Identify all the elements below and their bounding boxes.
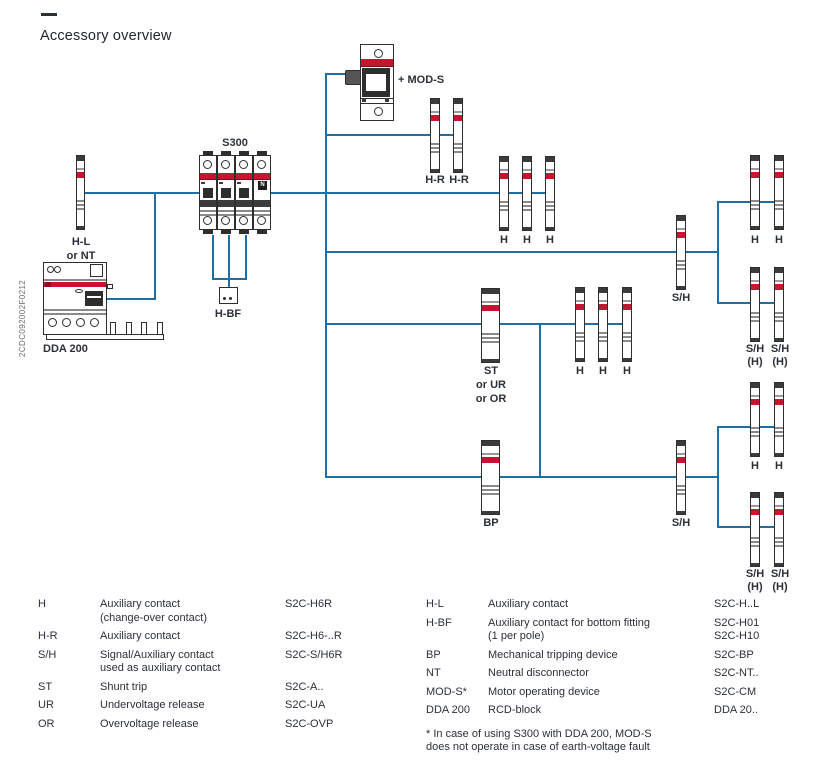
connector-line xyxy=(325,476,719,478)
legend-term: H xyxy=(38,598,46,610)
legend-term: UR xyxy=(38,699,54,711)
label-h-l-alt: or NT xyxy=(66,250,96,262)
connector-line xyxy=(245,235,247,280)
mod-s-knob xyxy=(345,70,361,85)
legend-desc: Shunt trip xyxy=(100,680,148,693)
connector-line xyxy=(717,526,779,528)
label-mod-s: + MOD-S xyxy=(398,74,445,86)
legend-desc: Neutral disconnector xyxy=(488,667,589,679)
legend-row xyxy=(38,598,410,625)
connector-line xyxy=(154,192,156,300)
legend-term: NT xyxy=(426,667,441,679)
label-s300: S300 xyxy=(222,137,248,149)
label-h-r: H-R xyxy=(449,174,469,186)
connector-line xyxy=(107,298,156,300)
legend-desc: Auxiliary contact xyxy=(100,630,181,642)
legend-code: S2C-BP xyxy=(714,648,754,661)
label-h: H xyxy=(751,234,759,246)
legend-desc: Undervoltage release xyxy=(100,699,205,711)
label-s-h: S/H xyxy=(745,343,765,355)
accessory-bar-st xyxy=(481,288,500,363)
legend-right-column xyxy=(426,598,808,755)
dda-terminal-tab xyxy=(107,284,113,289)
accessory-bar-h-r xyxy=(453,98,463,173)
legend-desc: Auxiliary contact for bottom fitting (1 per pole) xyxy=(488,616,651,642)
title-dash xyxy=(41,13,57,16)
label-h: H xyxy=(751,460,759,472)
label-h-l: H-L xyxy=(71,236,91,248)
connector-line xyxy=(539,323,541,478)
label-s-h-alt: (H) xyxy=(747,581,763,593)
legend-code: S2C-CM xyxy=(714,685,757,698)
accessory-bar-h xyxy=(774,382,784,457)
label-h: H xyxy=(775,460,783,472)
connector-line xyxy=(717,201,779,203)
legend-code: S2C-H6-..R xyxy=(285,630,342,642)
accessory-bar-h xyxy=(575,287,585,362)
accessory-bar-s-h xyxy=(676,215,686,290)
accessory-bar-h-l xyxy=(76,155,85,230)
mod-s-device xyxy=(360,44,394,121)
busbar-pin xyxy=(157,322,163,335)
legend-desc: RCD-block xyxy=(488,704,542,716)
label-h: H xyxy=(599,365,607,377)
label-s-h: S/H xyxy=(770,568,790,580)
label-h-r: H-R xyxy=(425,174,445,186)
legend-code: S2C-NT.. xyxy=(714,667,759,679)
label-h: H xyxy=(500,234,508,246)
accessory-bar-h xyxy=(774,155,784,230)
accessory-bar-h xyxy=(522,156,532,231)
legend-desc: Signal/Auxiliary contact used as auxiliary contact xyxy=(100,648,221,674)
legend-row xyxy=(426,598,808,612)
connector-line xyxy=(717,426,719,528)
legend-desc: Mechanical tripping device xyxy=(488,648,618,661)
label-st-alt2: or OR xyxy=(475,393,507,405)
legend-footnote: * In case of using S300 with DDA 200, MOD-S does not operate in case of earth-voltage fault xyxy=(426,727,652,753)
accessory-bar-s-h xyxy=(750,492,760,567)
label-h: H xyxy=(546,234,554,246)
busbar-pin xyxy=(110,322,116,335)
accessory-bar-h xyxy=(545,156,555,231)
accessory-bar-h-r xyxy=(430,98,440,173)
legend-row xyxy=(38,649,410,676)
label-s-h: S/H xyxy=(745,568,765,580)
accessory-bar-h xyxy=(499,156,509,231)
label-s-h: S/H xyxy=(671,517,691,529)
accessory-bar-s-h xyxy=(774,267,784,342)
legend-code: S2C-UA xyxy=(285,699,326,711)
label-s-h-alt: (H) xyxy=(747,356,763,368)
legend-term: H-BF xyxy=(426,616,452,629)
legend-term: MOD-S* xyxy=(426,685,467,698)
connector-line xyxy=(212,235,214,280)
connector-line xyxy=(212,278,247,280)
label-h: H xyxy=(775,234,783,246)
s300-breaker xyxy=(199,155,271,230)
legend-term: OR xyxy=(38,717,55,730)
breaker-pole-neutral xyxy=(253,155,271,230)
legend-code: S2C-S/H6R xyxy=(285,648,343,661)
legend-term: DDA 200 xyxy=(426,704,471,716)
legend-row xyxy=(426,617,808,644)
connector-line xyxy=(717,201,719,304)
legend-term: H-L xyxy=(426,598,444,610)
legend-row xyxy=(38,699,410,713)
label-h: H xyxy=(623,365,631,377)
label-h: H xyxy=(523,234,531,246)
legend-term: ST xyxy=(38,680,53,693)
legend-desc: Overvoltage release xyxy=(100,717,199,730)
legend-row xyxy=(38,630,410,644)
legend-desc: Motor operating device xyxy=(488,685,600,698)
accessory-bar-h xyxy=(598,287,608,362)
label-s-h-alt: (H) xyxy=(772,356,788,368)
label-s-h: S/H xyxy=(671,292,691,304)
legend-term: H-R xyxy=(38,630,58,642)
legend-row xyxy=(38,681,410,695)
label-bp: BP xyxy=(483,517,499,529)
label-s-h-alt: (H) xyxy=(772,581,788,593)
legend-row xyxy=(38,718,410,732)
label-h: H xyxy=(576,365,584,377)
h-bf-device xyxy=(219,287,238,304)
accessory-bar-s-h xyxy=(750,267,760,342)
breaker-pole xyxy=(199,155,217,230)
screw-icon xyxy=(374,49,383,58)
breaker-pole xyxy=(217,155,235,230)
legend-term: S/H xyxy=(38,648,57,661)
legend-row xyxy=(426,704,808,718)
label-s-h: S/H xyxy=(770,343,790,355)
document-code: 2CDC092002F0212 xyxy=(18,279,27,357)
neutral-marker: N xyxy=(258,181,267,190)
label-h-bf: H-BF xyxy=(214,308,242,320)
test-button-icon xyxy=(75,289,83,293)
label-st: ST xyxy=(483,365,499,377)
legend-row xyxy=(426,686,808,700)
connector-line xyxy=(325,251,719,253)
accessory-bar-s-h xyxy=(774,492,784,567)
legend-row xyxy=(426,649,808,663)
legend-code: S2C-A.. xyxy=(285,680,324,693)
busbar-pin xyxy=(141,322,147,335)
accessory-bar-h xyxy=(750,382,760,457)
legend-code: S2C-H..L xyxy=(714,598,760,610)
legend-code: DDA 20.. xyxy=(714,704,759,716)
accessory-bar-bp xyxy=(481,440,500,515)
busbar-pin xyxy=(126,322,132,335)
legend-code: S2C-H01 S2C-H10 xyxy=(714,616,760,642)
accessory-bar-h xyxy=(750,155,760,230)
legend-row xyxy=(426,667,808,681)
legend-left-column xyxy=(38,598,410,736)
legend-code: S2C-OVP xyxy=(285,717,334,730)
legend-term: BP xyxy=(426,648,441,661)
legend-desc: Auxiliary contact (change-over contact) xyxy=(100,598,207,624)
legend-code: S2C-H6R xyxy=(285,598,333,610)
page-title: Accessory overview xyxy=(40,28,172,44)
legend-desc: Auxiliary contact xyxy=(488,598,569,610)
accessory-bar-h xyxy=(622,287,632,362)
breaker-pole xyxy=(235,155,253,230)
label-st-alt1: or UR xyxy=(476,379,506,391)
label-dda-200: DDA 200 xyxy=(43,343,88,355)
accessory-bar-s-h xyxy=(676,440,686,515)
connector-line xyxy=(717,426,779,428)
screw-icon xyxy=(374,107,383,116)
connector-line xyxy=(717,302,779,304)
dda-200-block xyxy=(43,262,107,335)
